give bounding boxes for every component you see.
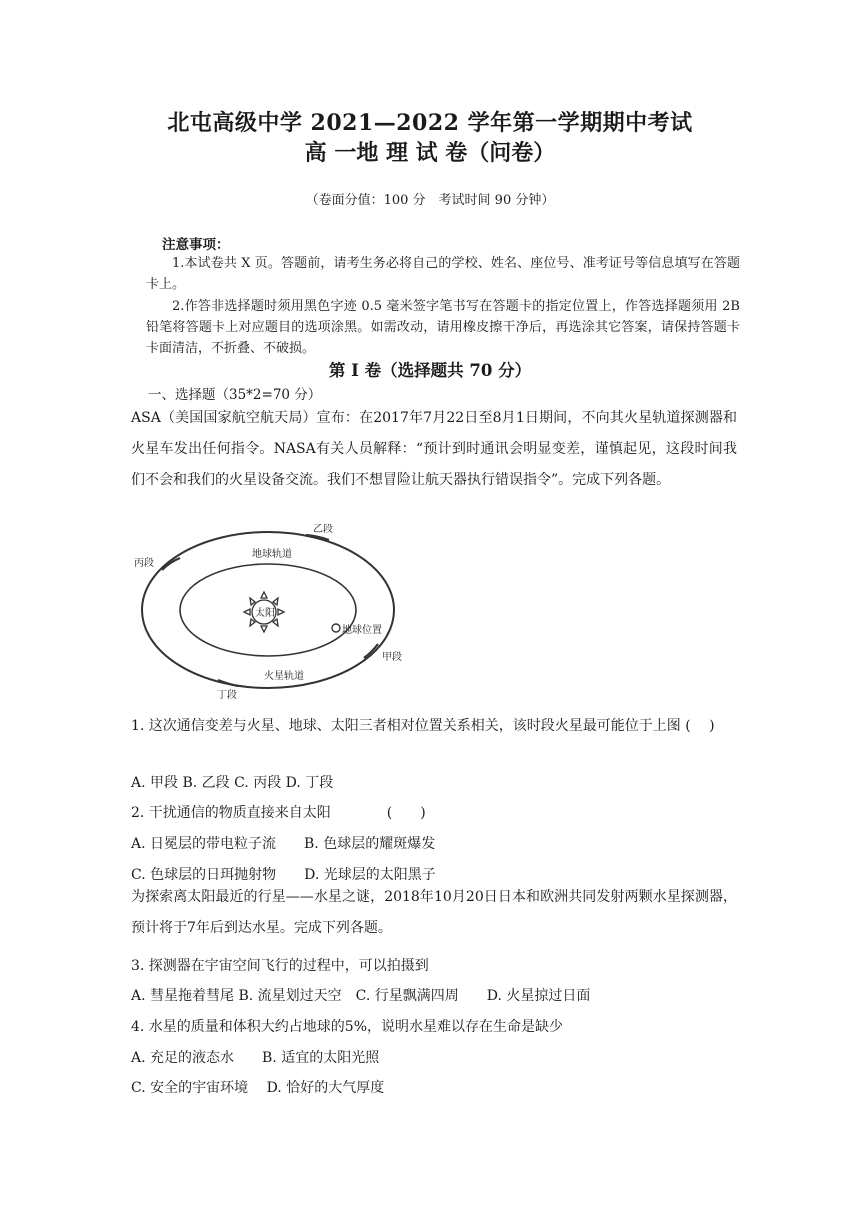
question-2: 2. 干扰通信的物质直接来自太阳 ( ): [131, 805, 426, 821]
passage-2: 为探索离太阳最近的行星——水星之谜，2018年10月20日日本和欧洲共同发射两颗水星探测器，预计将于7年后到达水星。完成下列各题。: [131, 889, 737, 936]
segment-ding-label: 丁段: [217, 690, 237, 701]
passage-1: ASA（美国国家航空航天局）宣布：在2017年7月22日至8月1日期间，不向其火星轨道探测器和火星车发出任何指令。NASA有关人员解释：“预计到时通讯会明显变差，谨慎起见，这段时间我们不会和我们的火星设备交流。我们不想冒险让航天器执行错误指令”。完成下列各题。: [131, 410, 737, 488]
part-title: 第 I 卷（选择题共 70 分）: [328, 361, 532, 380]
orbit-diagram: [132, 524, 412, 704]
earth-position-label: 地球位置: [342, 625, 382, 636]
exam-title: 北屯高级中学 2021—2022 学年第一学期期中考试: [167, 110, 693, 136]
question-3: 3. 探测器在宇宙空间飞行的过程中，可以拍摄到: [131, 958, 429, 974]
note-item-2: 2.作答非选择题时须用黑色字迹 0.5 毫米签字笔书写在答题卡的指定位置上，作答选择题须用 2B 铅笔将答题卡上对应题目的选项涂黑。如需改动，请用橡皮擦干净后，再选涂其它答案，请保持答题卡卡面清洁，不折叠、不破损。: [146, 299, 740, 356]
exam-subject-title: 高 一地 理 试 卷（问卷）: [304, 140, 556, 166]
question-4: 4. 水星的质量和体积大约占地球的5%，说明水星难以存在生命是缺少: [131, 1019, 564, 1035]
question-3-options: A. 彗星拖着彗尾 B. 流星划过天空 C. 行星飘满四周 D. 火星掠过日面: [131, 988, 591, 1004]
segment-jia-label: 甲段: [382, 652, 402, 663]
earth-position-icon: [332, 624, 340, 632]
question-4-options-ab: A. 充足的液态水 B. 适宜的太阳光照: [131, 1050, 380, 1066]
section-heading: 一、选择题（35*2=70 分）: [148, 387, 322, 403]
segment-bing-label: 丙段: [134, 558, 154, 569]
mars-orbit-label: 火星轨道: [264, 671, 304, 682]
sun-label: 太阳: [255, 608, 275, 619]
earth-orbit-label: 地球轨道: [252, 549, 292, 560]
exam-score-time: （卷面分值：100 分 考试时间 90 分钟）: [305, 193, 555, 208]
segment-yi-label: 乙段: [313, 524, 333, 535]
question-2-options-cd: C. 色球层的日珥抛射物 D. 光球层的太阳黑子: [131, 867, 436, 883]
question-2-options-ab: A. 日冕层的带电粒子流 B. 色球层的耀斑爆发: [131, 836, 436, 852]
question-4-options-cd: C. 安全的宇宙环境 D. 恰好的大气厚度: [131, 1080, 385, 1096]
question-1-options: A. 甲段 B. 乙段 C. 丙段 D. 丁段: [131, 775, 334, 791]
notes-heading: 注意事项：: [162, 237, 230, 253]
note-item-1: 1.本试卷共 X 页。答题前，请考生务必将自己的学校、姓名、座位号、准考证号等信息填写在答题卡上。: [146, 256, 740, 292]
question-1: 1. 这次通信变差与火星、地球、太阳三者相对位置关系相关，该时段火星最可能位于上图 ( ): [131, 718, 715, 734]
